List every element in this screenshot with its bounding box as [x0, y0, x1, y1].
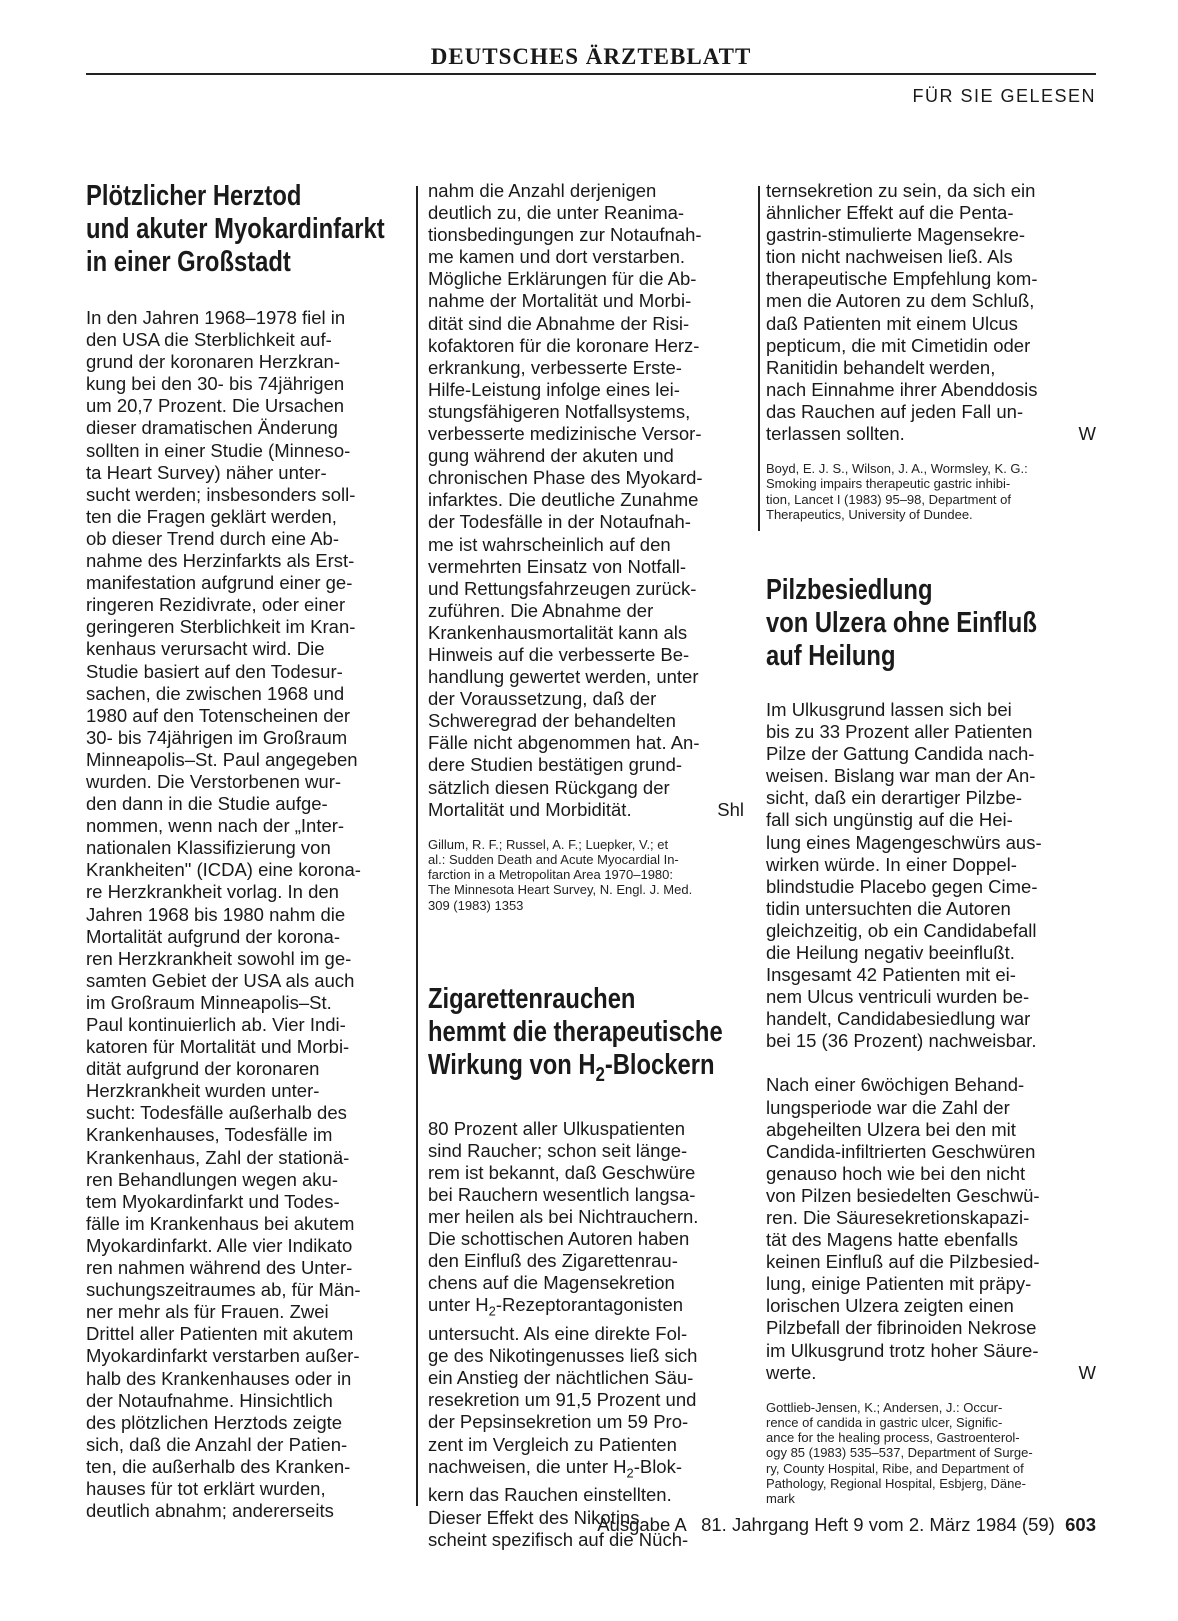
article2-body — [428, 1118, 744, 1551]
article3-body-paragraph-2 — [766, 1074, 1096, 1383]
column-divider-2 — [416, 186, 418, 1506]
article2-body-subscript-2: 2 — [626, 1465, 634, 1481]
article1-reference: Gillum, R. F.; Russel, A. F.; Luepker, V.; et al.: Sudden Death and Acute Myocardial In- farction in a Metropolitan Area 1970–1980: The Minnesota Heart Survey, N. Engl. J. Med. 309 (1983) 1353 — [428, 836, 693, 913]
column-2 — [428, 180, 744, 1551]
masthead: DEUTSCHES ÄRZTEBLATT — [430, 44, 752, 69]
masthead-rule — [86, 73, 1096, 75]
article3-reference: Gottlieb-Jensen, K.; Andersen, J.: Occur- rence of candida in gastric ulcer, Signific- ance for the healing process, Gastroenterol- ogy 85 (1983) 535–537, Department of Surge- ry, County Hospital, Ribe, and Department of Pathology, Regional Hospital, Esbjerg, Däne- mark — [766, 1399, 1033, 1506]
article2-headline-text: Zigarettenrauchen hemmt die therapeutische Wirkung von H — [428, 982, 723, 1081]
page-number: 603 — [1065, 1514, 1096, 1535]
article2-reference: Boyd, E. J. S., Wilson, J. A., Wormsley, K. G.: Smoking impairs therapeutic gastric inhibi- tion, Lancet I (1983) 95–98, Department of Therapeutics, University of Dundee. — [766, 461, 1028, 522]
article1-headline: Plötzlicher Herztod und akuter Myokardinfarkt in einer Großstadt — [86, 180, 385, 278]
article2-body-cont-text: ternsekretion zu sein, da sich ein ähnlicher Effekt auf die Penta- gastrin-stimulierte Magensekre- tion nicht nachweisen ließ. Als therapeutische Empfehlung kom- men die Autoren zu dem Schluß, daß Patienten mit einem Ulcus pepticum, die mit Cimetidin oder Ranitidin behandelt werden, nach Einnahme ihrer Abenddosis das Rauchen auf jeden Fall un- terlassen sollten. — [766, 180, 1038, 445]
article2-body-subscript-1: 2 — [488, 1303, 496, 1319]
article2-body-text-3: -Blok- kern das Rauchen einstellten. Dieser Effekt des Nikotins scheint spezifisch auf die Nüch- — [428, 1455, 689, 1550]
article2-body-text-1: 80 Prozent aller Ulkuspatienten sind Raucher; schon seit länge- rem ist bekannt, daß Geschwüre bei Rauchern wesentlich langsa- mer heilen als bei Nichtrauchern. Die schottischen Autoren haben den Einfluß des Zigarettenrau- chens auf die Magensekretion unter H — [428, 1117, 699, 1316]
article1-body: In den Jahren 1968–1978 fiel in den USA die Sterblichkeit auf- grund der koronaren Herzkran- kung bei den 30- bis 74jährigen um 20,7 Prozent. Die Ursachen dieser dramatischen Änderung sollten in einer Studie (Minneso- ta Heart Survey) näher unter- sucht werden; insbesonders soll- ten die Fragen geklärt werden, ob dieser Trend durch eine Ab- nahme des Herzinfarkts als Erst- manifestation aufgrund einer ge- ringeren Rezidivrate, oder einer geringeren Sterblichkeit im Kran- kenhaus verursacht wird. Die Studie basiert auf den Todesur- sachen, die zwischen 1968 und 1980 auf den Totenscheinen der 30- bis 74jährigen im Großraum Minneapolis–St. Paul angegeben wurden. Die Verstorbenen wur- den dann in die Studie aufge- nommen, wenn nach der „Inter- nationalen Klassifizierung von Krankheiten" (ICDA) eine korona- re Herzkrankheit vorlag. In den Jahren 1968 bis 1980 nahm die Mortalität aufgrund der korona- ren Herzkrankheit sowohl im ge- samten Gebiet der USA als auch im Großraum Minneapolis–St. Paul kontinuierlich ab. Vier Indi- katoren für Mortalität und Morbi- dität aufgrund der koronaren Herzkrankheit wurden unter- sucht: Todesfälle außerhalb des Krankenhauses, Todesfälle im Krankenhaus, Zahl der stationä- ren Behandlungen wegen aku- tem Myokardinfarkt und Todes- fälle im Krankenhaus bei akutem Myokardinfarkt. Alle vier Indikato ren nahmen während des Unter- suchungszeitraumes ab, für Män- ner mehr als für Frauen. Zwei Drittel aller Patienten mit akutem Myokardinfarkt verstarben außer- halb des Krankenhauses oder in der Notaufnahme. Hinsichtlich des plötzlichen Herztods zeigte sich, daß die Anzahl der Patien- ten, die außerhalb des Kranken- hauses für tot erklärt wurden, deutlich abnahm; andererseits — [86, 307, 361, 1522]
article1-body-continued — [428, 180, 744, 821]
article1-signature: Shl — [717, 798, 744, 820]
article2-body-text-2: -Rezeptorantagonisten untersucht. Als eine direkte Fol- ge des Nikotingenusses ließ sich ein Anstieg der nächtlichen Säu- resekretion um 91,5 Prozent und der Pepsinsekretion um 59 Pro- zent im Vergleich zu Patienten nachweisen, die unter H — [428, 1294, 698, 1477]
article2-signature: W — [1078, 423, 1096, 445]
column-1 — [86, 180, 398, 1522]
column-3 — [766, 180, 1096, 1506]
section-label: FÜR SIE GELESEN — [912, 86, 1096, 106]
article2-headline — [428, 983, 744, 1092]
article2-headline-subscript: 2 — [595, 1063, 605, 1086]
article3-signature: W — [1078, 1361, 1096, 1383]
article2-body-continued — [766, 180, 1096, 445]
article3-body-paragraph-2-text: Nach einer 6wöchigen Behand- lungsperiode war die Zahl der abgeheilten Ulzera bei den mit Candida-infiltrierten Geschwüren genauso hoch wie bei den nicht von Pilzen besiedelten Geschwü- ren. Die Säuresekretionskapazi- tät des Magens hatte ebenfalls keinen Einfluß auf die Pilzbesied- lung, einige Patienten mit präpy- lorischen Ulzera zeigten einen Pilzbefall der fibrinoiden Nekrose im Ulkusgrund trotz hoher Säure- werte. — [766, 1074, 1040, 1383]
page-footer — [560, 1514, 1096, 1536]
article3-headline: Pilzbesiedlung von Ulzera ohne Einfluß auf Heilung — [766, 573, 1037, 672]
article2-headline-text-end: -Blockern — [604, 1048, 715, 1081]
issue-info: Ausgabe A 81. Jahrgang Heft 9 vom 2. März 1984 (59) — [597, 1514, 1055, 1535]
article1-body-cont-text: nahm die Anzahl derjenigen deutlich zu, die unter Reanima- tionsbedingungen zur Notaufnah- me kamen und dort verstarben. Mögliche Erklärungen für die Ab- nahme der Mortalität und Morbi- dität sind die Abnahme der Risi- kofaktoren für die koronare Herz- erkrankung, verbesserte Erste- Hilfe-Leistung infolge eines lei- stungsfähigeren Notfallsystems, verbesserte medizinische Versor- gung während der akuten und chronischen Phase des Myokard- infarktes. Die deutliche Zunahme der Todesfälle in der Notaufnah- me ist wahrscheinlich auf den vermehrten Einsatz von Notfall- und Rettungsfahrzeugen zurück- zuführen. Die Abnahme der Krankenhausmortalität kann als Hinweis auf die verbesserte Be- handlung gewertet werden, unter der Voraussetzung, daß der Schweregrad der behandelten Fälle nicht abgenommen hat. An- dere Studien bestätigen grund- sätzlich diesen Rückgang der Mortalität und Morbidität. — [428, 180, 703, 820]
column-divider-3 — [758, 186, 760, 531]
article3-body-paragraph-1: Im Ulkusgrund lassen sich bei bis zu 33 Prozent aller Patienten Pilze der Gattung Candida nach- weisen. Bislang war man der An- sicht, daß ein derartiger Pilzbe- fall sich ungünstig auf die Hei- lung eines Magengeschwürs aus- wirken würde. In einer Doppel- blindstudie Placebo gegen Cime- tidin untersuchten die Autoren gleichzeitig, ob ein Candidabefall die Heilung negativ beeinflußt. Insgesamt 42 Patienten mit ei- nem Ulcus ventriculi wurden be- handelt, Candidabesiedlung war bei 15 (36 Prozent) nachweisbar. — [766, 698, 1042, 1052]
